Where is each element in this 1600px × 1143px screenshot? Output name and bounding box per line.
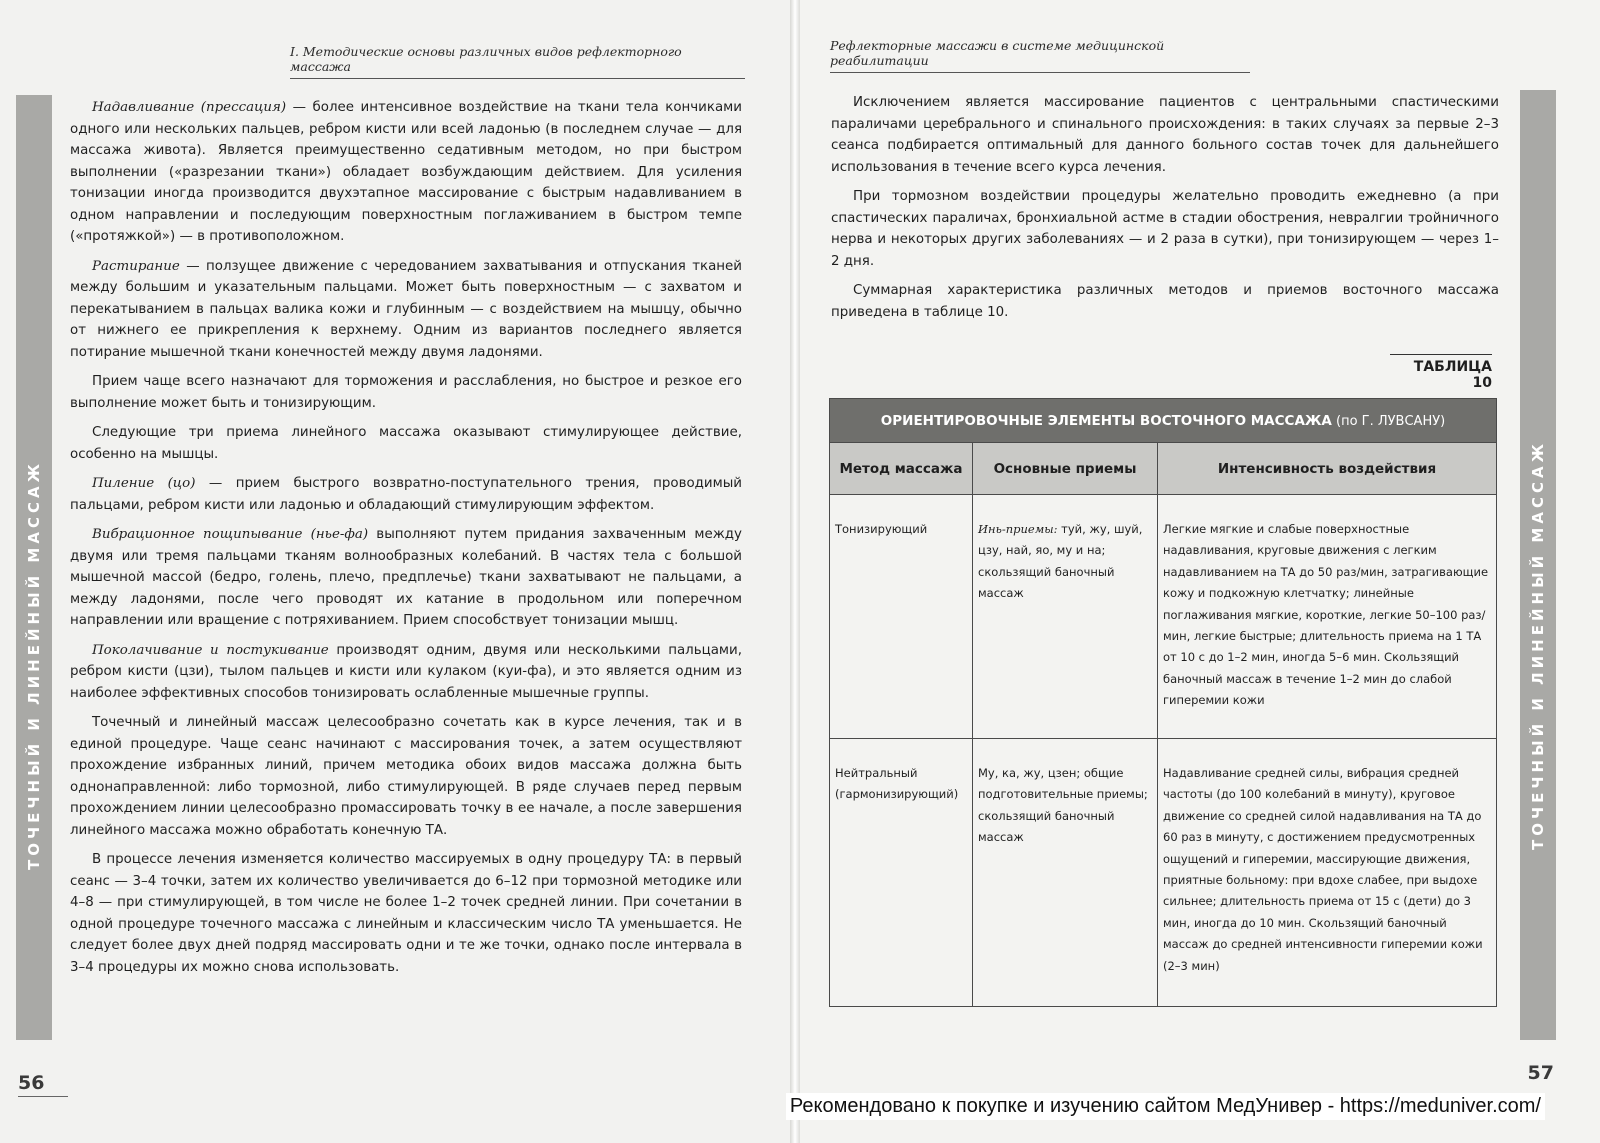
- cell-method-neutral: Нейтральный (гармонизирующий): [830, 739, 973, 1007]
- header-techniques: Основные приемы: [973, 443, 1158, 495]
- table-caption-row: [830, 399, 1497, 443]
- right-body-text: [831, 92, 1499, 331]
- table-row: [830, 495, 1497, 739]
- eastern-massage-table: [829, 398, 1497, 1007]
- left-page-number: 56: [18, 1072, 68, 1097]
- text-sawing: — прием быстрого возвратно-поступательного трения, проводимый пальцами, ребром кисти или ладонью и обладающий стимулирующим эффектом.: [70, 476, 742, 513]
- table-number-label: ТАБЛИЦА 10: [1390, 354, 1492, 391]
- left-body-text: [70, 97, 742, 986]
- header-intensity: Интенсивность воздействия: [1158, 443, 1497, 495]
- paragraph-exception: Исключением является массирование пациентов с центральными спастическими параличами церебрального и спинального происхождения: в таких случаях за первые 2–3 сеанса подбирается оптимальный для данного больного состав точек для дальнейшего использования в течение всего курса лечения.: [831, 95, 1499, 175]
- paragraph-rubbing: [70, 256, 742, 364]
- cell-intensity-neutral: Надавливание средней силы, вибрация средней частоты (до 100 колебаний в минуту), круговое движение со средней силой надавливания на ТА до 60 раз в минуту, с достижением предусмотренных ощущений и гиперемии, массирующие движения, приятные больному: при вдохе слабее, при выдохе сильнее; длительность приема от 15 с (дети) до 3 мин, иногда до 10 мин. Скользящий баночный массаж до средней интенсивности гиперемии кожи (2–3 мин): [1158, 739, 1497, 1007]
- table-header-row: [830, 443, 1497, 495]
- paragraph-sawing: [70, 473, 742, 516]
- cell-techniques-neutral: Му, ка, жу, цзен; общие подготовительные приемы; скользящий баночный массаж: [973, 739, 1158, 1007]
- left-side-tab-label: ТОЧЕЧНЫЙ И ЛИНЕЙНЫЙ МАССАЖ: [25, 460, 43, 870]
- text-tapping: производят одним, двумя или несколькими пальцами, ребром кисти (цзи), тылом пальцев и кисти или кулаком (куи-фа), и это является одним из наиболее эффективных способов тонизировать ослабленные мышечные группы.: [70, 642, 742, 701]
- text-vibration-pinching: выполняют путем придания захваченным между двумя или тремя пальцами тканям волнообразных колебаний. В частях тела с большой мышечной массой (бедро, голень, плечо, предплечье) ткани захватывают не пальцами, а между ладонями, после чего проводят их катание в продольном или поперечном направлении или вращение с потряхиванием. Прием способствует тонизации мышц.: [70, 527, 742, 628]
- right-side-tab-label: ТОЧЕЧНЫЙ И ЛИНЕЙНЫЙ МАССАЖ: [1529, 440, 1547, 850]
- right-page-number: 57: [1527, 1062, 1554, 1084]
- table-caption-title: ОРИЕНТИРОВОЧНЫЕ ЭЛЕМЕНТЫ ВОСТОЧНОГО МАССАЖА: [880, 412, 1332, 429]
- right-side-tab: [1520, 90, 1556, 1040]
- book-gutter: [790, 0, 800, 1143]
- cell-techniques-list: туй, жу, шуй, цзу, най, яо, му и на; скользящий баночный массаж: [978, 522, 1143, 601]
- text-rubbing-usage: Прием чаще всего назначают для торможения и расслабления, но быстрое и резкое его выполнение может быть и тонизирующим.: [70, 374, 742, 411]
- cell-techniques-tonic: [973, 495, 1158, 739]
- cell-intensity-tonic: Легкие мягкие и слабые поверхностные надавливания, круговые движения с легким надавливанием на ТА до 50 раз/мин, затрагивающие кожу и подкожную клетчатку; линейные поглаживания мягкие, короткие, легкие 50–100 раз/мин, легкие быстрые; длительность приема на 1 ТА от 10 с до 1–2 мин, иногда 5–6 мин. Скользящий баночный массаж в течение 1–2 мин до слабой гиперемии кожи: [1158, 495, 1497, 739]
- cell-method-tonic: Тонизирующий: [830, 495, 973, 739]
- cell-techniques-term: Инь-приемы:: [978, 522, 1058, 536]
- paragraph-stimulating-intro: [70, 422, 742, 465]
- recommendation-note: Рекомендовано к покупке и изучению сайтом МедУнивер - https://meduniver.com/: [786, 1093, 1545, 1120]
- paragraph-combination: [70, 712, 742, 841]
- term-tapping: Поколачивание и постукивание: [92, 642, 329, 658]
- term-vibration-pinching: Вибрационное пощипывание (нье-фа): [92, 527, 369, 542]
- paragraph-table-reference: Суммарная характеристика различных методов и приемов восточного массажа приведена в таблице 10.: [831, 283, 1499, 320]
- term-pressure: Надавливание (прессация): [92, 100, 287, 115]
- text-pressure: — более интенсивное воздействие на ткани тела кончиками одного или нескольких пальцев, ребром кисти или всей ладонью (в последнем случае — для массажа живота). Является преимущественно седативным методом, но при быстром выполнении («разрезании ткани») обладает возбуждающим действием. Для усиления тонизации иногда производится двухэтапное массирование с быстрым надавливанием в одном направлении и последующим поверхностным поглаживанием в быстром темпе («протяжкой») — в противоположном.: [70, 100, 742, 244]
- right-running-head: Рефлекторные массажи в системе медицинской реабилитации: [830, 38, 1250, 73]
- table-caption: [830, 399, 1497, 443]
- term-sawing: Пиление (цо): [92, 476, 196, 491]
- term-rubbing: Растирание: [92, 258, 180, 274]
- paragraph-vibration-pinching: [70, 524, 742, 632]
- table-row: [830, 739, 1497, 1007]
- text-stimulating-intro: Следующие три приема линейного массажа оказывают стимулирующее действие, особенно на мышцы.: [70, 425, 742, 462]
- paragraph-tapping: [70, 640, 742, 705]
- paragraph-inhibitory-frequency: При тормозном воздействии процедуры желательно проводить ежедневно (а при спастических параличах, бронхиальной астме в стадии обострения, невралгии тройничного нерва и некоторых других заболеваниях — и 2 раза в сутки), при тонизирующем — через 1–2 дня.: [831, 189, 1499, 269]
- left-page: [0, 0, 790, 1143]
- table-caption-source: (по Г. ЛУВСАНУ): [1331, 413, 1446, 429]
- left-side-tab: [16, 95, 52, 1040]
- header-method: Метод массажа: [830, 443, 973, 495]
- left-running-head: I. Методические основы различных видов рефлекторного массажа: [290, 44, 745, 79]
- paragraph-pressure: [70, 97, 742, 248]
- text-point-count: В процессе лечения изменяется количество массируемых в одну процедуру ТА: в первый сеанс — 3–4 точки, затем их количество увеличивается до 6–12 при тормозной методике или 4–8 — при стимулирующей, в том числе не более 1–2 точек средней линии. При сочетании в одной процедуре точечного массажа с линейным и классическим число ТА уменьшается. Не следует более двух дней подряд массировать одни и те же точки, однако после интервала в 3–4 процедуры их можно снова использовать.: [70, 852, 742, 975]
- text-rubbing: — ползущее движение с чередованием захватывания и отпускания тканей между большим и указательным пальцами. Может быть поверхностным — с захватом и перекатыванием в пальцах валика кожи и глубинным — с воздействием на мышцу, обычно от нижнего ее прикрепления к верхнему. Одним из вариантов последнего является потирание мышечной ткани конечностей между двумя ладонями.: [70, 258, 742, 360]
- paragraph-rubbing-usage: [70, 371, 742, 414]
- text-combination: Точечный и линейный массаж целесообразно сочетать как в курсе лечения, так и в единой процедуре. Чаще сеанс начинают с массирования точек, а затем осуществляют прохождение избранных линий, причем методика обоих видов массажа должна быть однонаправленной: либо тормозной, либо стимулирующей. В ряде случаев перед первым прохождением линии целесообразно промассировать точку в ее начале, а после завершения линейного массажа можно обработать конечную ТА.: [70, 715, 742, 838]
- paragraph-point-count: [70, 849, 742, 978]
